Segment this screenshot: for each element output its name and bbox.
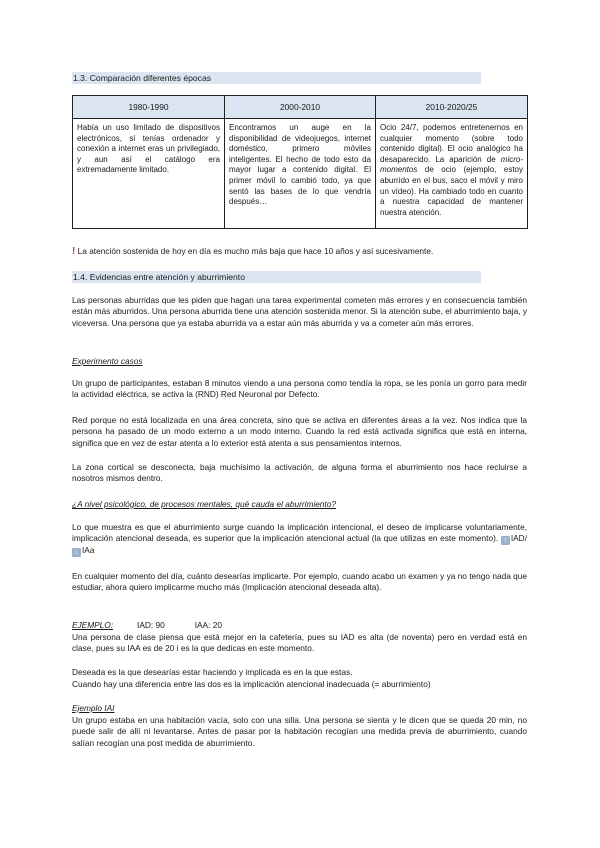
table-cell: Ocio 24/7, podemos entretenernos en cualquier momento (sobre todo contenido digital). El ocio analógico ha desaparecido. La aparición de micro-momentos de ocio (ejemplo, estoy aburrido en el bus, saco el móvil y miro un vídeo). Ha cambiado todo en cuanto a nuestra capacidad de mantener nuestra atención. bbox=[376, 119, 528, 229]
paragraph: Las personas aburridas que les piden que hagan una tarea experimental cometen más errores y en consecuencia también están más aburridos. Una persona aburrida tiene una atención sostenida menor. Si la atención sube, el aburrimiento baja, y viceversa. Una persona que ya estaba aburrida va a estar aún más aburrida y va a cometer aún más errores. bbox=[72, 295, 527, 328]
arrow-up-icon: ↑ bbox=[501, 536, 510, 545]
section-heading-1-3: 1.3. Comparación diferentes épocas bbox=[72, 72, 481, 84]
exclamation-icon: ! bbox=[72, 246, 76, 257]
paragraph: En cualquier momento del día, cuánto desearías implicarte. Por ejemplo, cuando acabo un examen y ya no tengo nada que estudiar, ahora quiero implicarme mucho más (Implicación atencional deseada alta). bbox=[72, 571, 527, 593]
ejemplo-line: EJEMPLO: IAD: 90 IAA: 20 bbox=[72, 620, 222, 630]
warning-note bbox=[72, 246, 527, 257]
warning-note-text: La atención sostenida de hoy en día es mucho más baja que hace 10 años y así sucesivamente. bbox=[77, 246, 434, 256]
paragraph: Red porque no está localizada en una área concreta, sino que se activa en diferentes áreas a la vez. Nos indica que la persona ha pasado de un modo externo a un modo interno. Cuando la red está activada significa que está en interna, significa que en vez de estar atenta a lo exterior está atenta a sus pensamientos internos. bbox=[72, 415, 527, 448]
table-cell: Había un uso limitado de dispositivos electrónicos, si tenías ordenador y conexión a internet eras un privilegiado, y aun así el catálogo era extremadamente limitado. bbox=[73, 119, 225, 229]
paragraph: La zona cortical se desconecta, baja muchísimo la activación, de alguna forma el aburrimiento nos hace recluirse a nosotros mismos dentro. bbox=[72, 462, 527, 484]
paragraph: Deseada es la que desearías estar haciendo y implicada es en la que estas. bbox=[72, 667, 353, 677]
subheading-ejemplo-iai: Ejemplo IAI bbox=[72, 703, 115, 713]
paragraph: Una persona de clase piensa que está mejor en la cafetería, pues su IAD es alta (de noventa) pero en verdad está en clase, pues su IAA es de 20 i es la que dedicas en este momento. bbox=[72, 632, 527, 654]
table-header-cell: 2000-2010 bbox=[225, 96, 376, 119]
subheading-experimento: Experimento casos bbox=[72, 356, 143, 366]
comparison-table bbox=[72, 95, 528, 229]
table-header-cell: 2010-2020/25 bbox=[376, 96, 528, 119]
table-row bbox=[73, 119, 528, 229]
paragraph: Un grupo de participantes, estaban 8 minutos viendo a una persona como tendía la ropa, se les ponía un gorro para medir la actividad eléctrica, se activa la (RND) Red Neuronal por Defecto. bbox=[72, 378, 527, 400]
paragraph: Cuando hay una diferencia entre las dos es la implicación atencional inadecuada (= aburrimiento) bbox=[72, 679, 431, 689]
arrow-down-icon: ↓ bbox=[72, 548, 81, 557]
table-header-row bbox=[73, 96, 528, 119]
subheading-question: ¿A nivel psicológico, de procesos mentales, qué cauda el aburrimiento? bbox=[72, 499, 336, 509]
paragraph: Lo que muestra es que el aburrimiento surge cuando la implicación intencional, el deseo de implicarse voluntariamente, implicación atencional deseada, es superior que la implicación atencional actual (la que utilizas en este momento). ↑ IAD/ ↓ IAa bbox=[72, 522, 527, 557]
table-header-cell: 1980-1990 bbox=[73, 96, 225, 119]
section-heading-1-4: 1.4. Evidencias entre atención y aburrimiento bbox=[72, 271, 481, 283]
table-cell: Encontramos un auge en la disponibilidad de videojuegos, internet doméstico, primero móviles inteligentes. El hecho de todo esto da mayor lugar a contenido digital. El primer móvil lo cambió todo, ya que sentó las bases de lo que vendría después… bbox=[225, 119, 376, 229]
paragraph: Un grupo estaba en una habitación vacía, solo con una silla. Una persona se sienta y le dicen que se queda 20 min, no puede salir de allí ni levantarse. Antes de pasar por la habitación recogían una medida previa de aburrimiento, cuando salían recogían una post medida de aburrimiento. bbox=[72, 715, 527, 748]
